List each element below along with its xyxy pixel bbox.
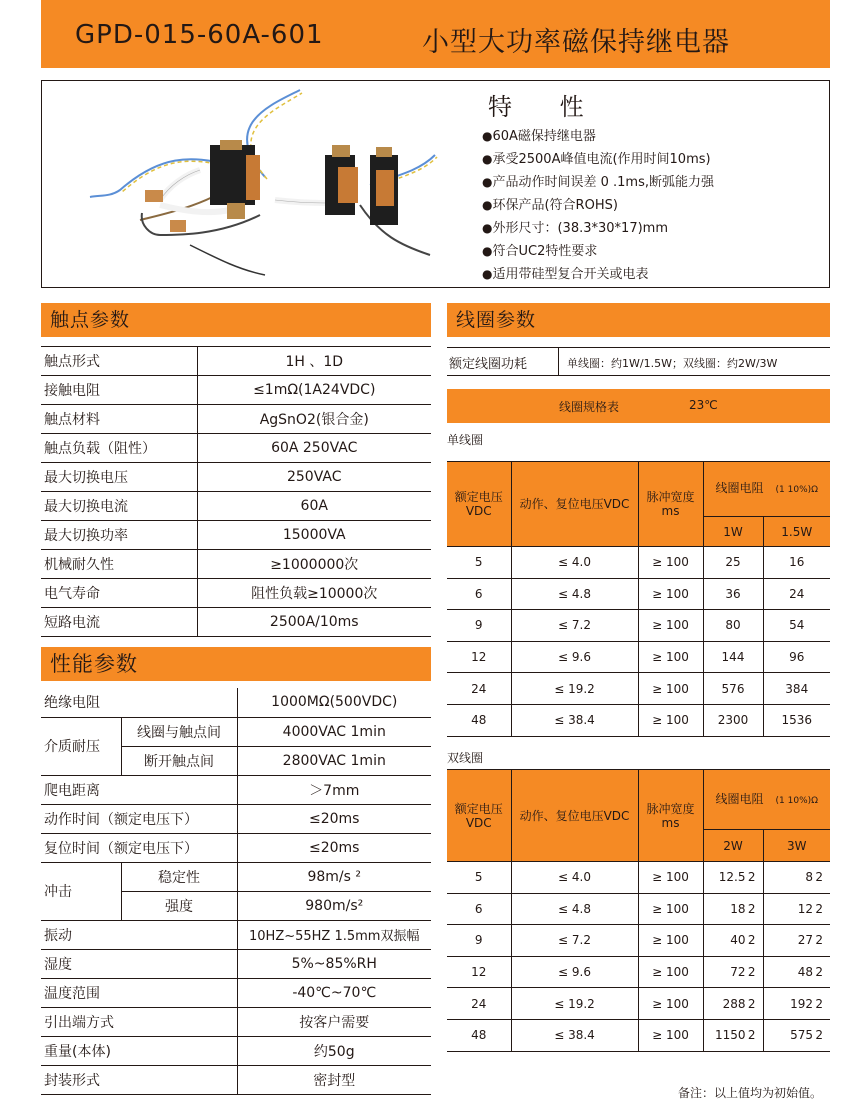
cell [763, 893, 830, 925]
power-col-header: 1W [703, 517, 763, 547]
cell: 25 [703, 547, 763, 579]
double-coil-table [447, 769, 830, 1052]
bullet-icon: ● [482, 267, 493, 281]
double-coil-label: 双线圈 [447, 751, 484, 765]
param-name: 电气寿命 [41, 579, 197, 608]
cell: 9 [447, 925, 511, 957]
footnote: 备注：以上值均为初始值。 [678, 1086, 823, 1100]
resistance-suffix: 2 [815, 870, 823, 885]
feature-item: ●60A磁保持继电器 [482, 129, 596, 144]
cell [763, 1019, 830, 1051]
resistance-value: 288 [722, 996, 746, 1011]
cell: 1536 [763, 704, 830, 736]
cell: 5 [447, 547, 511, 579]
resistance-value: 18 [730, 901, 746, 916]
cell: ≥ 100 [638, 547, 703, 579]
table-row: 复位时间（额定电压下） ≤20ms [41, 833, 431, 862]
operate-voltage-header: 动作、复位电压VDC [511, 462, 638, 547]
cell: 48 [447, 1019, 511, 1051]
single-coil-rows [447, 547, 830, 737]
table-row [41, 376, 431, 405]
param-value: ≤1mΩ(1A24VDC) [197, 376, 431, 405]
cell: 24 [763, 578, 830, 610]
table-row: 重量(本体) 约50g [41, 1036, 431, 1065]
resistance-suffix: 2 [747, 1028, 756, 1043]
param-value: 60A 250VAC [197, 434, 431, 463]
cell: ≤ 4.8 [511, 578, 638, 610]
resistance-value: 27 [797, 933, 813, 948]
cell [703, 925, 763, 957]
table-row [447, 704, 830, 736]
coil-spec-bar [447, 389, 830, 423]
cell: ≥ 100 [638, 578, 703, 610]
cell: ≤ 7.2 [511, 925, 638, 957]
cell: 54 [763, 610, 830, 642]
param-value: 15000VA [197, 521, 431, 550]
divider [558, 348, 559, 375]
cell: ≤ 38.4 [511, 1019, 638, 1051]
param-value: ≥1000000次 [197, 550, 431, 579]
cell: ≤ 19.2 [511, 673, 638, 705]
pulse-width-header: 脉冲宽度 ms [638, 770, 703, 862]
table-row [41, 463, 431, 492]
product-title: 小型大功率磁保持继电器 [422, 27, 730, 58]
cell: ≥ 100 [638, 641, 703, 673]
resistance-value: 72 [730, 965, 746, 980]
table-row: 温度范围 -40℃~70℃ [41, 978, 431, 1007]
table-row [447, 1019, 830, 1051]
feature-item: ●适用带硅型复合开关或电表 [482, 267, 649, 282]
bullet-icon: ● [482, 221, 493, 235]
cell: ≥ 100 [638, 704, 703, 736]
features-panel [41, 80, 830, 288]
coil-power-row [447, 347, 830, 376]
table-row [447, 610, 830, 642]
cell: ≥ 100 [638, 925, 703, 957]
power-col-header: 3W [763, 830, 830, 862]
cell: ≥ 100 [638, 988, 703, 1020]
param-value: 阻性负载≥10000次 [197, 579, 431, 608]
table-row: 爬电距离 ＞7mm [41, 775, 431, 804]
cell: 384 [763, 673, 830, 705]
resistance-value: 192 [790, 996, 813, 1011]
param-name: 最大切换功率 [41, 521, 197, 550]
cell: ≥ 100 [638, 673, 703, 705]
table-row [447, 641, 830, 673]
cell [763, 988, 830, 1020]
resistance-value: 575 [790, 1028, 813, 1043]
single-coil-label: 单线圈 [447, 433, 484, 447]
cell: 16 [763, 547, 830, 579]
param-value: 1H 、1D [197, 347, 431, 376]
resistance-suffix: 2 [747, 996, 756, 1011]
performance-params-table [41, 688, 431, 1095]
cell: ≤ 38.4 [511, 704, 638, 736]
cell [703, 862, 763, 894]
param-name: 机械耐久性 [41, 550, 197, 579]
table-row [447, 673, 830, 705]
cell: 9 [447, 610, 511, 642]
cell: ≥ 100 [638, 610, 703, 642]
table-row [41, 347, 431, 376]
table-row [41, 579, 431, 608]
cell: 24 [447, 673, 511, 705]
table-row: 振动 10HZ~55HZ 1.5mm双振幅 [41, 920, 431, 949]
performance-section-title: 性能参数 [41, 647, 431, 681]
cell: 24 [447, 988, 511, 1020]
contact-rows [41, 347, 431, 637]
cell: ≥ 100 [638, 956, 703, 988]
contact-section-title: 触点参数 [41, 303, 431, 337]
model-number: GPD-015-60A-601 [75, 20, 324, 50]
table-row [41, 492, 431, 521]
param-name: 最大切换电压 [41, 463, 197, 492]
param-name: 触点材料 [41, 405, 197, 434]
cell: 2300 [703, 704, 763, 736]
resistance-suffix: 2 [747, 870, 756, 885]
param-value: 2500A/10ms [197, 608, 431, 637]
param-name: 接触电阻 [41, 376, 197, 405]
table-row [447, 547, 830, 579]
resistance-suffix: 2 [747, 901, 756, 916]
cell [703, 956, 763, 988]
bullet-icon: ● [482, 175, 493, 189]
table-row [41, 608, 431, 637]
table-row: 封装形式 密封型 [41, 1065, 431, 1094]
cell: ≥ 100 [638, 1019, 703, 1051]
param-name: 触点负载（阻性） [41, 434, 197, 463]
table-row [447, 956, 830, 988]
param-name: 触点形式 [41, 347, 197, 376]
resistance-suffix: 2 [815, 965, 823, 980]
coil-spec-title: 线圈规格表 [559, 400, 620, 414]
power-col-header: 1.5W [763, 517, 830, 547]
feature-item: ●符合UC2特性要求 [482, 244, 598, 259]
double-coil-rows [447, 862, 830, 1052]
resistance-value: 40 [730, 933, 746, 948]
cell: ≤ 4.0 [511, 547, 638, 579]
cell [703, 893, 763, 925]
pulse-width-header: 脉冲宽度 ms [638, 462, 703, 547]
table-row: 强度 980m/s² [41, 891, 431, 920]
table-row [447, 578, 830, 610]
param-name: 短路电流 [41, 608, 197, 637]
resistance-suffix: 2 [747, 933, 756, 948]
cell: ≥ 100 [638, 893, 703, 925]
table-row [41, 405, 431, 434]
table-row: 绝缘电阻 1000MΩ(500VDC) [41, 688, 431, 717]
cell [763, 862, 830, 894]
table-row [41, 521, 431, 550]
resistance-value: 12 [797, 901, 813, 916]
param-value: AgSnO2(银合金) [197, 405, 431, 434]
cell: 80 [703, 610, 763, 642]
cell: 12 [447, 641, 511, 673]
coil-section-title: 线圈参数 [447, 303, 830, 337]
table-row: 冲击 稳定性 98m/s ² [41, 862, 431, 891]
power-col-header: 2W [703, 830, 763, 862]
table-row: 动作时间（额定电压下） ≤20ms [41, 804, 431, 833]
bullet-icon: ● [482, 198, 493, 212]
feature-item: ●产品动作时间误差 0 .1ms,断弧能力强 [482, 175, 714, 190]
cell: ≤ 4.8 [511, 893, 638, 925]
cell [763, 925, 830, 957]
operate-voltage-header: 动作、复位电压VDC [511, 770, 638, 862]
cell: ≥ 100 [638, 862, 703, 894]
param-name: 最大切换电流 [41, 492, 197, 521]
cell: ≤ 19.2 [511, 988, 638, 1020]
resistance-value: 48 [797, 965, 813, 980]
param-value: 60A [197, 492, 431, 521]
table-row [41, 550, 431, 579]
contact-params-table [41, 346, 431, 637]
feature-item: ●承受2500A峰值电流(作用时间10ms) [482, 152, 711, 167]
cell: ≤ 9.6 [511, 956, 638, 988]
cell: 6 [447, 893, 511, 925]
cell [703, 988, 763, 1020]
cell: 36 [703, 578, 763, 610]
bullet-icon: ● [482, 152, 493, 166]
resistance-suffix: 2 [747, 965, 756, 980]
feature-item: ●环保产品(符合ROHS) [482, 198, 618, 213]
coil-resistance-header: 线圈电阻 (1 10%)Ω [703, 462, 830, 517]
cell: 5 [447, 862, 511, 894]
resistance-suffix: 2 [815, 901, 823, 916]
resistance-value: 12.5 [718, 870, 746, 885]
resistance-value: 1150 [714, 1028, 746, 1043]
cell: ≤ 9.6 [511, 641, 638, 673]
resistance-suffix: 2 [815, 1028, 823, 1043]
table-row: 断开触点间 2800VAC 1min [41, 746, 431, 775]
features-list [482, 125, 714, 286]
cell: 6 [447, 578, 511, 610]
rated-voltage-header: 额定电压 VDC [447, 462, 511, 547]
cell [703, 1019, 763, 1051]
table-row [447, 893, 830, 925]
table-row: 湿度 5%~85%RH [41, 949, 431, 978]
param-value: 250VAC [197, 463, 431, 492]
cell: 144 [703, 641, 763, 673]
resistance-suffix: 2 [815, 933, 823, 948]
coil-resistance-header: 线圈电阻 (1 10%)Ω [703, 770, 830, 830]
features-title: 特 性 [488, 93, 604, 121]
single-coil-table [447, 461, 830, 737]
cell: 576 [703, 673, 763, 705]
cell [763, 956, 830, 988]
coil-power-value: 单线圈：约1W/1.5W；双线圈：约2W/3W [567, 357, 778, 370]
table-row [447, 925, 830, 957]
feature-item: ●外形尺寸：(38.3*30*17)mm [482, 221, 668, 236]
table-row: 引出端方式 按客户需要 [41, 1007, 431, 1036]
coil-power-label: 额定线圈功耗 [449, 357, 528, 372]
coil-spec-temperature: 23℃ [689, 398, 718, 412]
bullet-icon: ● [482, 244, 493, 258]
cell: ≤ 4.0 [511, 862, 638, 894]
relay-product-photo [70, 85, 450, 281]
table-row [447, 862, 830, 894]
cell: 12 [447, 956, 511, 988]
table-row: 介质耐压 线圈与触点间 4000VAC 1min [41, 717, 431, 746]
cell: 96 [763, 641, 830, 673]
resistance-value: 8 [805, 870, 813, 885]
cell: ≤ 7.2 [511, 610, 638, 642]
table-row [447, 988, 830, 1020]
table-row [41, 434, 431, 463]
rated-voltage-header: 额定电压 VDC [447, 770, 511, 862]
cell: 48 [447, 704, 511, 736]
title-bar [41, 0, 830, 68]
resistance-suffix: 2 [815, 996, 823, 1011]
bullet-icon: ● [482, 129, 493, 143]
